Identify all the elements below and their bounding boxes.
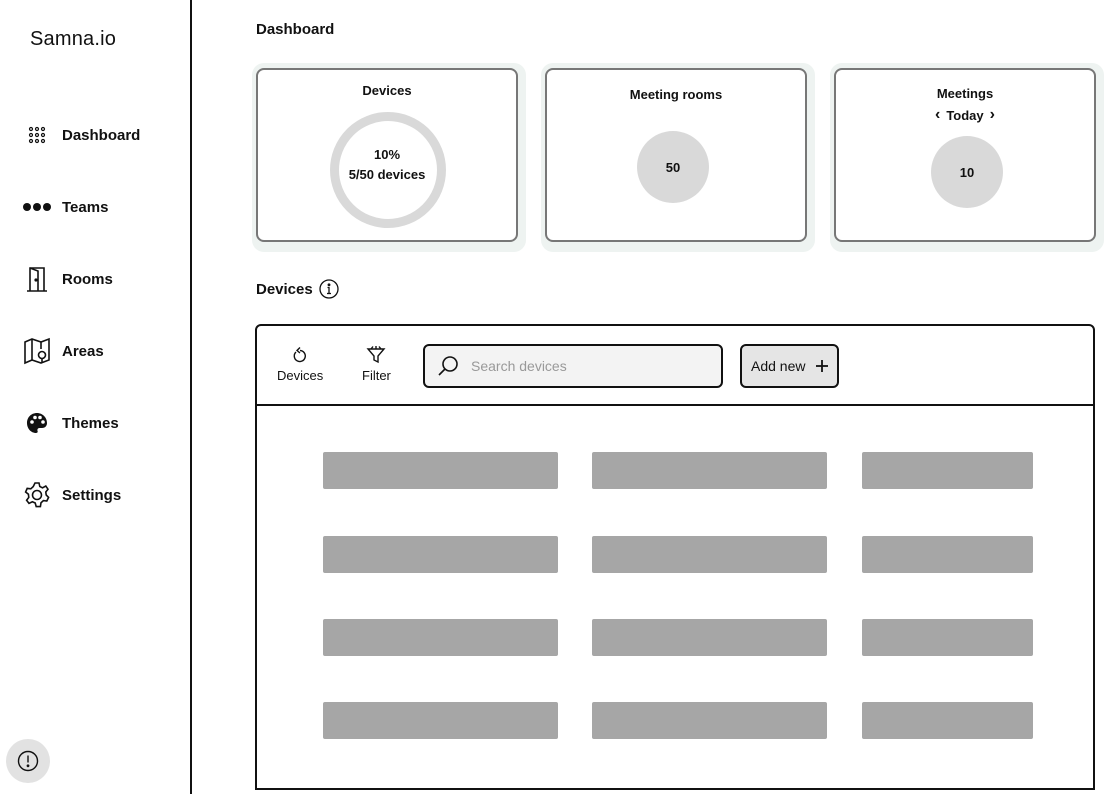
sidebar-item-label: Teams (62, 198, 109, 216)
search-input[interactable] (471, 358, 701, 374)
devices-toolbar (257, 326, 1093, 406)
meeting-rooms-card[interactable] (545, 68, 807, 242)
reset-devices-label: Devices (277, 368, 324, 383)
sidebar-item-label: Themes (62, 414, 119, 432)
meeting-rooms-value: 50 (637, 131, 709, 203)
devices-card[interactable] (256, 68, 518, 242)
devices-percent: 10% (373, 147, 401, 162)
filter-label: Filter (362, 368, 391, 383)
skeleton-cell (323, 536, 558, 573)
skeleton-cell (592, 536, 827, 573)
help-button[interactable] (6, 739, 50, 783)
meetings-date-nav (836, 107, 1094, 123)
alert-circle-icon (17, 750, 39, 772)
grid-dots-icon (22, 120, 52, 150)
skeleton-cell (323, 702, 558, 739)
chevron-right-icon[interactable]: › (989, 106, 995, 123)
refresh-icon (289, 344, 311, 366)
skeleton-cell (592, 702, 827, 739)
sidebar-item-label: Areas (62, 342, 104, 360)
info-icon[interactable] (319, 279, 339, 299)
sidebar (0, 0, 192, 794)
skeleton-cell (862, 702, 1033, 739)
devices-card-glow (252, 63, 526, 252)
search-box[interactable] (423, 344, 723, 388)
devices-table (255, 324, 1095, 790)
sidebar-item-label: Dashboard (62, 126, 141, 144)
filter-button[interactable] (362, 344, 391, 383)
devices-section-header (256, 279, 339, 299)
meetings-value: 10 (931, 136, 1003, 208)
three-dots-icon (22, 192, 52, 222)
meetings-card[interactable] (834, 68, 1096, 242)
skeleton-cell (323, 452, 558, 489)
skeleton-cell (862, 536, 1033, 573)
skeleton-cell (862, 452, 1033, 489)
meetings-card-title: Meetings (936, 86, 994, 101)
add-new-button[interactable] (740, 344, 839, 388)
sidebar-item-themes[interactable] (22, 406, 119, 440)
sidebar-item-dashboard[interactable] (22, 118, 140, 152)
devices-section-title: Devices (256, 280, 313, 298)
chevron-left-icon[interactable]: ‹ (935, 106, 941, 123)
skeleton-cell (592, 452, 827, 489)
reset-devices-button[interactable] (277, 344, 323, 383)
search-icon (437, 355, 459, 377)
brand-logo: Samna.io (30, 28, 117, 50)
meeting-rooms-card-glow (541, 63, 815, 252)
palette-icon (22, 408, 52, 438)
sidebar-item-areas[interactable] (22, 334, 104, 368)
sidebar-item-label: Rooms (62, 270, 113, 288)
page-title: Dashboard (256, 21, 335, 38)
skeleton-cell (323, 619, 558, 656)
sidebar-item-teams[interactable] (22, 190, 108, 224)
sidebar-item-rooms[interactable] (22, 262, 113, 296)
devices-count: 5/50 devices (348, 167, 426, 182)
map-pin-icon (22, 336, 52, 366)
sidebar-item-label: Settings (62, 486, 122, 504)
door-icon (22, 264, 52, 294)
meetings-card-glow (830, 63, 1104, 252)
filter-icon (365, 344, 387, 366)
meeting-rooms-card-title: Meeting rooms (629, 87, 723, 102)
gear-icon (22, 480, 52, 510)
sidebar-item-settings[interactable] (22, 478, 121, 512)
plus-icon (815, 359, 829, 373)
devices-card-title: Devices (362, 83, 412, 98)
add-new-label: Add new (751, 358, 806, 374)
skeleton-cell (862, 619, 1033, 656)
meetings-date-label: Today (946, 107, 984, 123)
skeleton-cell (592, 619, 827, 656)
